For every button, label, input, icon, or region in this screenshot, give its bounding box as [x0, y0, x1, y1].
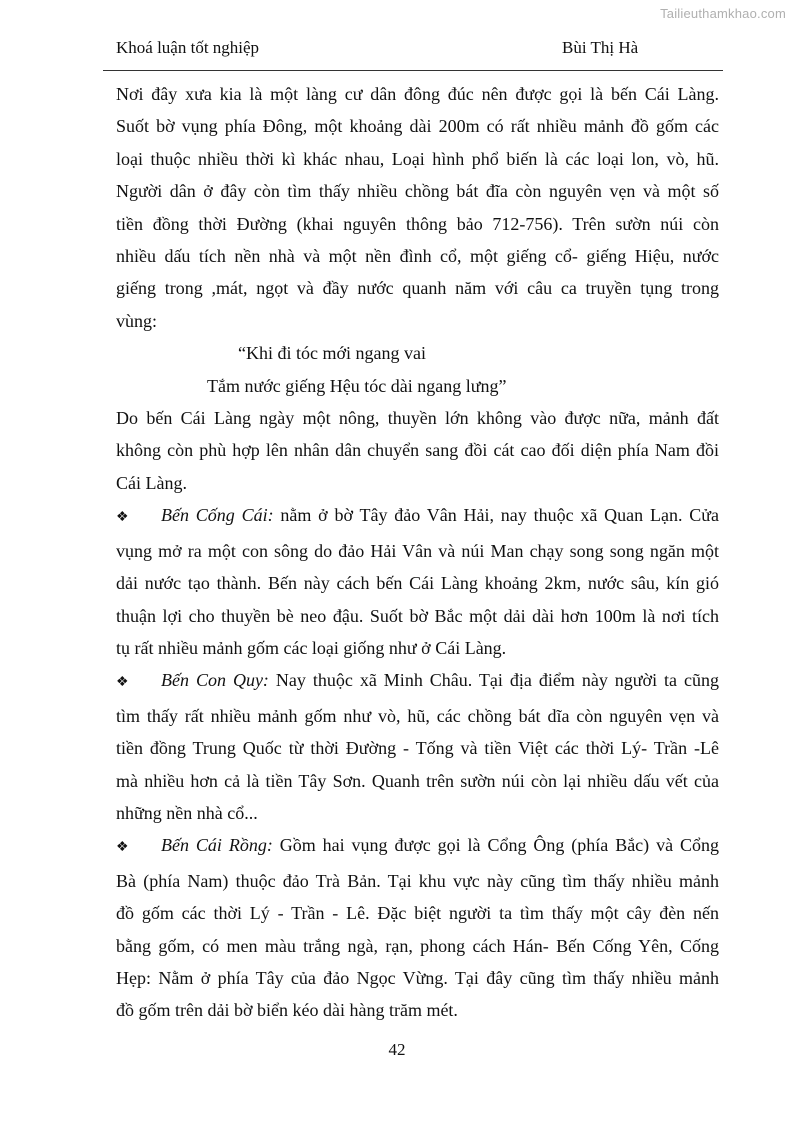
diamond-bullet-icon: ❖	[116, 675, 129, 691]
text-line: bằng gốm, có men màu trắng ngà, rạn, phong cách Hán- Bến Cống Yên, Cống	[116, 935, 719, 956]
watermark: Tailieuthamkhao.com	[660, 6, 786, 21]
header-divider	[103, 70, 723, 71]
text-line: Người dân ở đây còn tìm thấy nhiều chồng bát đĩa còn nguyên vẹn và một số	[116, 181, 719, 202]
paragraph-1	[116, 78, 719, 337]
text-line: Cái Làng.	[116, 472, 187, 493]
text-line: mà nhiều hơn cả là tiền Tây Sơn. Quanh trên sườn núi còn lại nhiều dấu vết của	[116, 770, 719, 791]
text-line: đồ gốm trên dải bờ biển kéo dài hàng trăm mét.	[116, 1000, 458, 1021]
text-line: đồ gốm các thời Lý - Trần - Lê. Đặc biệt người ta tìm thấy một cây đèn nến	[116, 903, 719, 924]
bullet-title: Bến Cái Rồng:	[161, 835, 273, 856]
text-line: Suốt bờ vụng phía Đông, một khoảng dài 200m có rất nhiều mảnh đồ gốm các	[116, 116, 719, 137]
text-line: những nền nhà cổ...	[116, 802, 258, 823]
page-number: 42	[388, 1040, 406, 1059]
text-line: vùng:	[116, 310, 158, 331]
header-author: Bùi Thị Hà	[562, 38, 639, 57]
bullet-item-ben-cong-cai	[116, 499, 719, 664]
bullet-text: nằm ở bờ Tây đảo Vân Hải, nay thuộc xã Quan Lạn. Cửa	[273, 505, 719, 526]
bullet-title: Bến Cống Cái:	[161, 505, 274, 526]
text-line: tìm thấy rất nhiều mảnh gốm như vò, hũ, các chồng bát dĩa còn nguyên vẹn và	[116, 705, 719, 726]
text-line: tụ rất nhiều mảnh gốm các loại giống như ở Cái Làng.	[116, 637, 507, 658]
paragraph-2	[116, 402, 719, 499]
text-line: Bà (phía Nam) thuộc đảo Trà Bản. Tại khu vực này cũng tìm thấy nhiều mảnh	[116, 870, 719, 891]
text-line: không còn phù hợp lên nhân dân chuyển sang đồi cát cao đối diện phía Nam đồi	[116, 440, 719, 461]
verse-line-2: Tắm nước giếng Hệu tóc dài ngang lưng”	[207, 375, 507, 396]
text-line: nhiều dấu tích nền nhà và một nền đình cổ, một giếng cổ- giếng Hiệu, nước	[116, 246, 719, 267]
diamond-bullet-icon: ❖	[116, 840, 129, 856]
bullet-text: Gồm hai vụng được gọi là Cổng Ông (phía Bắc) và Cổng	[272, 835, 719, 856]
text-line: Do bến Cái Làng ngày một nông, thuyền lớn không vào được nữa, mảnh đất	[116, 408, 719, 429]
text-line: Hẹp: Nằm ở phía Tây của đảo Ngọc Vừng. Tại đây cũng tìm thấy nhiều mảnh	[116, 967, 719, 988]
bullet-item-ben-con-quy	[116, 664, 719, 829]
text-line: tiền đồng Trung Quốc từ thời Đường - Tống và tiền Việt các thời Lý- Trần -Lê	[116, 738, 719, 759]
diamond-bullet-icon: ❖	[116, 510, 129, 526]
document-body	[116, 78, 719, 1027]
bullet-item-ben-cai-rong	[116, 829, 719, 1026]
verse-line-1: “Khi đi tóc mới ngang vai	[238, 343, 426, 364]
text-line: loại thuộc nhiều thời kì khác nhau, Loại hình phổ biến là các loại lon, vò, hũ.	[116, 148, 719, 169]
bullet-title: Bến Con Quy:	[161, 670, 269, 691]
text-line: tiền đồng thời Đường (khai nguyên thông bảo 712-756). Trên sườn núi còn	[116, 213, 719, 234]
text-line: dải nước tạo thành. Bến này cách bến Cái Làng khoảng 2km, nước sâu, kín gió	[116, 573, 719, 594]
text-line: thuận lợi cho thuyền bè neo đậu. Suốt bờ Bắc một dải dài hơn 100m là nơi tích	[116, 605, 719, 626]
page-header	[116, 38, 724, 68]
bullet-text: Nay thuộc xã Minh Châu. Tại địa điểm này người ta cũng	[268, 670, 719, 691]
text-line: giếng trong ,mát, ngọt và đầy nước quanh năm với câu ca truyền tụng trong	[116, 278, 719, 299]
text-line: Nơi đây xưa kia là một làng cư dân đông đúc nên được gọi là bến Cái Làng.	[116, 84, 719, 104]
header-title: Khoá luận tốt nghiệp	[116, 38, 260, 57]
folk-verse	[116, 337, 719, 402]
text-line: vụng mở ra một con sông do đảo Hải Vân và núi Man chạy song song ngăn một	[116, 540, 719, 561]
